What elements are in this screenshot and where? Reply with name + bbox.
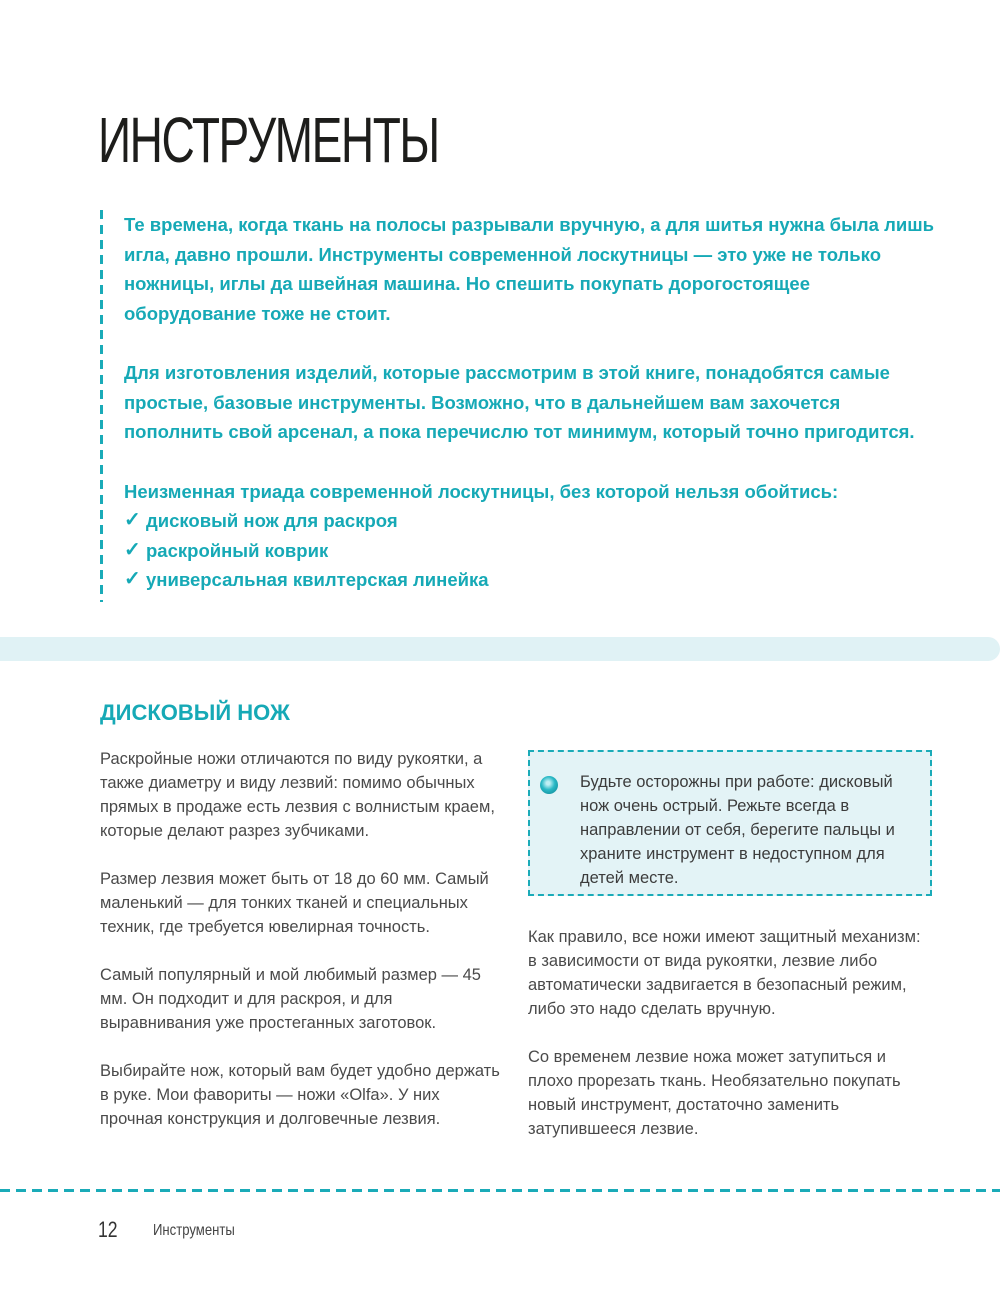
tool-list xyxy=(124,506,944,595)
intro-block xyxy=(100,210,940,602)
column-right xyxy=(528,925,928,1165)
footer-dashed-rule xyxy=(0,1189,1000,1192)
paragraph: Как правило, все ножи имеют защитный механизм: в зависимости от вида рукоятки, лезвие либо автоматически задвигается в безопасный режим, либо это надо сделать вручную. xyxy=(528,928,921,1018)
warning-note xyxy=(528,750,932,896)
list-item: ✓ раскройный коврик xyxy=(124,536,944,566)
note-text: Будьте осторожны при работе: дисковый нож очень острый. Режьте всегда в направлении от себя, берегите пальцы и храните инструмент в недоступном для детей месте. xyxy=(580,773,895,887)
check-icon: ✓ xyxy=(124,538,141,561)
bullet-icon xyxy=(540,776,558,794)
page-number: 12 xyxy=(98,1217,118,1242)
check-icon: ✓ xyxy=(124,509,141,531)
paragraph: Самый популярный и мой любимый размер — 45 мм. Он подходит и для раскроя, и для выравнивания уже простеганных заготовок. xyxy=(100,966,481,1032)
intro-paragraph: Те времена, когда ткань на полосы разрывали вручную, а для шитья нужна была лишь игла, давно прошли. Инструменты современной лоскутницы — это уже не только ножницы, иглы да швейная машина. Но спешить покупать дорогостоящее оборудование тоже не стоит. xyxy=(124,214,934,324)
section-heading: ДИСКОВЫЙ НОЖ xyxy=(100,700,290,725)
list-item: ✓ дисковый нож для раскроя xyxy=(124,506,944,536)
check-icon: ✓ xyxy=(124,568,141,590)
paragraph: Со временем лезвие ножа может затупиться и плохо прорезать ткань. Необязательно покупать новый инструмент, достаточно заменить затупившееся лезвие. xyxy=(528,1048,901,1138)
page-title: ИНСТРУМЕНТЫ xyxy=(98,104,439,176)
divider-band xyxy=(0,637,1000,661)
column-left xyxy=(100,747,500,1155)
list-lead: Неизменная триада современной лоскутницы, без которой нельзя обойтись: xyxy=(124,480,839,502)
paragraph: Раскройные ножи отличаются по виду рукоятки, а также диаметру и виду лезвий: помимо обычных прямых в продаже есть лезвия с волнистым краем, которые делают разрез зубчиками. xyxy=(100,750,495,840)
list-item: ✓ универсальная квилтерская линейка xyxy=(124,565,944,595)
running-head: Инструменты xyxy=(153,1222,235,1239)
intro-paragraph: Для изготовления изделий, которые рассмотрим в этой книге, понадобятся самые простые, базовые инструменты. Возможно, что в дальнейшем вам захочется пополнить свой арсенал, а пока перечислю тот минимум, который точно пригодится. xyxy=(124,362,915,442)
dashed-rule xyxy=(100,210,103,602)
paragraph: Размер лезвия может быть от 18 до 60 мм. Самый маленький — для тонких тканей и специальных техник, где требуется ювелирная точность. xyxy=(100,870,489,936)
paragraph: Выбирайте нож, который вам будет удобно держать в руке. Мои фавориты — ножи «Olfa». У них прочная конструкция и долговечные лезвия. xyxy=(100,1062,500,1128)
